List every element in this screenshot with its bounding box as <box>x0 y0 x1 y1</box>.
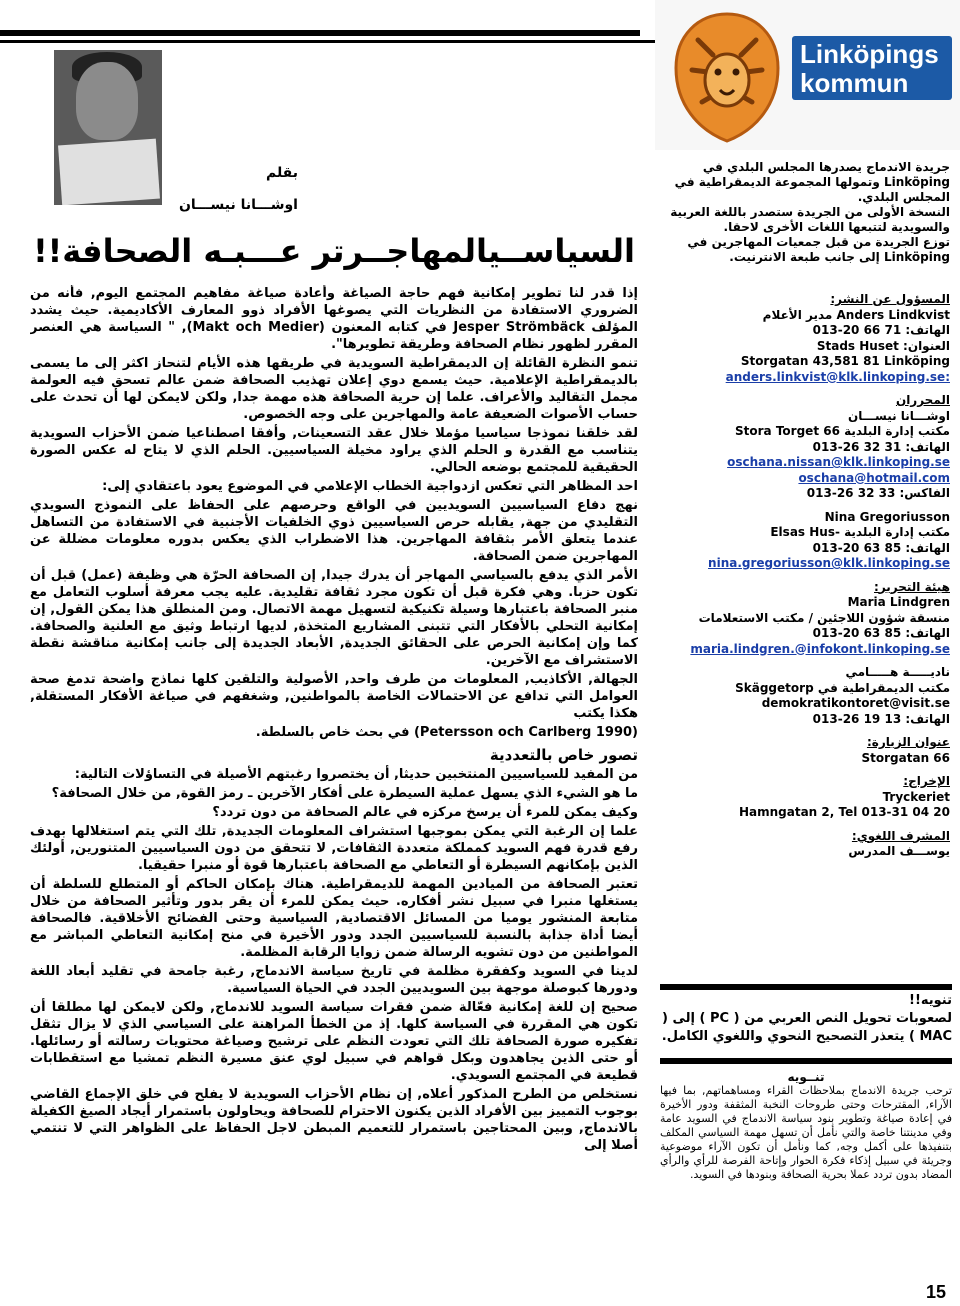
article-paragraph: من المفيد للسياسيين المنتخبين حديثا, أن يختصروا رغبتهم الأصيلة في التساؤلات التالية: <box>74 767 638 782</box>
contact-line: Hamngatan 2, Tel 013-31 04 20 <box>738 805 950 819</box>
photo-face <box>76 62 138 140</box>
technical-note <box>660 984 952 1064</box>
contact-title: المحرران <box>895 393 950 407</box>
contact-board-member <box>660 665 950 727</box>
contact-title: عنوان الزيارة: <box>866 735 950 749</box>
byline-author: اوشـــانا نيســـان <box>178 197 298 213</box>
contact-line: مكتب إدارة البلدية -Elsas Hus <box>770 525 950 539</box>
contact-line: مكتب إدارة البلدية Stora Torget 66 <box>735 424 950 438</box>
contact-editorial-board <box>660 580 950 658</box>
article-paragraph: الأمر الذي يدفع بالسياسي المهاجر أن يدرك جيدا, إن الصحافة الحرّة هي وظيفة (عمل) قبل أن تكون حزبا. وهي فكرة قبل أن تكون مجرد ثقافة تقليدية. عليه يجب معرفة أسلوب التعامل مع منبر الصحافة باعتبارها وسيلة تكنيكية لتسهيل مهمة الاتصال. ومن المنطلق هذا يمكن القول, إن إمكانية التحلي بالأفكار التي تتبنى المشاريع المتخذة, لديها ارتباط وثيق مع العلنية والصحافة. كما وإن إمكانية الحرص على الحقائق الجديدة, الأبعاد الجديدة إلى جانب إمكانية مناقشة نقطة الاستشراف مع الآخرين. <box>30 568 638 668</box>
contact-line: اوشـــانا نيســـان <box>847 408 950 423</box>
article-subhead: تصور خاص بالتعددية <box>489 746 638 764</box>
contact-email-link[interactable]: anders.linkvist@klk.linkoping.se: <box>725 369 950 384</box>
contact-visit-address <box>660 735 950 766</box>
author-photo <box>54 50 162 205</box>
reader-notice <box>660 1070 952 1182</box>
contact-email-link[interactable]: oschana@hotmail.com <box>798 470 950 485</box>
article-paragraph: لدينا في السويد وكفقرة مظلمة في تاريخ سياسة الاندماج, رغبة جامحة في تقليد أبعاد اللغة ودورها كبوصلة موجهة بين السويديين الجدد في الحياة السياسية. <box>30 964 638 996</box>
logo-line2: kommun <box>800 68 909 98</box>
article-paragraph: علما إن الرغبة التي يمكن بموجبها استشراف المعلومات الجديدة, تلك التي يتم استغلالها بهدف رفع قدرة فهم السويد كمملكة متعددة الثقافات, لا تتحقق من دون السياسيين المتنورين, أولئك الذين بإمكانهم السيطرة أو التعاطي مع الصحافة باعتبارها قوة أو منبرا حقيقيا. <box>30 824 638 873</box>
contact-line: الهاتف: 31 32 26-013 <box>812 439 950 454</box>
contact-line: منسقة شؤون اللاجئين / مكتب الاستعلامات <box>698 610 950 625</box>
page-number: 15 <box>925 1282 946 1302</box>
article-body <box>30 285 638 1285</box>
lion-logo-icon <box>668 10 786 145</box>
note-text: لصعوبات تحويل النص العربي من ( PC ) إلى ( MAC ) يتعذر التصحيح النحوي واللغوي الكامل. <box>661 1011 952 1044</box>
contact-title: الإخراج: <box>903 774 950 788</box>
byline <box>168 165 298 229</box>
intro-line: النسخة الأولى من الجريدة ستصدر باللغة العربية والسويدية لتتبعها اللغات الأخرى لاحقا. <box>670 205 950 234</box>
contact-line: Nina Gregoriusson <box>824 509 950 524</box>
article-paragraph: ما هو الشيء الذي يسهل عملية السيطرة على أفكار الآخرين ـ رمز القوة, من خلال الصحافة؟ <box>51 786 638 801</box>
note-title: تنويه!! <box>909 993 952 1008</box>
contact-line: الهاتف: 13 19 26-013 <box>812 711 950 726</box>
contacts-list <box>660 292 950 868</box>
article-paragraph: إذا قدر لنا تطوير إمكانية فهم حاجة الصياغة وأعادة صياغة مفاهيم المجتمع اليوم, فأنه من الضروري الاستفادة من النظريات التي يصوغها الأفراد ذوو المعارف الأكاديمية. حيث يشدد المؤلف Jesper Strömbäck في كتابه المعنون (Makt och Medier), " السياسة هي العنصر المقرر لظهور نظام الصحافة وطريقة تطويرها". <box>30 286 638 352</box>
contact-email-link[interactable]: oschana.nissan@klk.linkoping.se <box>727 455 950 469</box>
logo-wordmark <box>792 36 952 100</box>
notice-title: تنــويه <box>787 1070 825 1084</box>
byline-prefix: بقلم <box>265 165 298 181</box>
article-paragraph: تعتبر الصحافة من الميادين المهمة للديمقراطية. هناك بإمكان الحاكم أو المتطلع للسلطة أن يستغلها منبرا في سبيل نشر أفكاره. حيث يمكن للمرء أن يقر بدور وتأثير الصحافة من خلال متابعة المنشور يوميا من المسائل الاقتصادية, السياسية وحتى الفضائح الأخلاقية. فالصحافة أيضا أداة جذابة بالنسبة للسياسيين الجدد ودور الأخيرة في منح إمكانية التعاطي المباشر مع المواطنين من دون تشويه الرسالة ضمن زوايا الرقابة المظلمة. <box>30 877 638 960</box>
article-paragraph: الجهالة, الأكاذيب, المعلومات من طرف واحد, الأصولية والتلقين كلها نماذج واضحة تدمغ صحة العوامل التي تدافع عن الاحتمالات الخاصة بالمواطنين, وشغفهم في صياغة الأفكار المستقلة, هكذا يكتب <box>30 672 638 721</box>
article-paragraph: نهج دفاع السياسيين السويديين في الواقع وحرصهم على الحفاظ على النموذج السويدي التقليدي من جهة, يقابله حرص السياسيين ذوي الخلفيات الأجنبية في الاستفادة من التساهل عندما يتعلق الأمر بثقافة المهاجرين. هذا الاضطراب الذي يعكس بدوره معلومات مضللة عن المهاجرين ضمن الصحافة. <box>30 498 638 564</box>
header-rule-thin <box>0 40 660 43</box>
photo-newspaper <box>58 139 160 205</box>
contact-fax: الفاكس: 33 32 26-013 <box>806 486 950 500</box>
article-paragraph: نستخلص من الطرح المذكور أعلاه, إن نظام الأحزاب السويدية لا يفلح في خلق الإجماع القاضي بوجوب التمييز بين الأفراد الذين يكنون الاحترام للصحافة ويحاولون باستمرار أيجاد الصيغ الكفيلة بالاندماج, وبين المحتاجين باستمرار للتعميم المبطن لاجل الحفاظ على الظواهر التي لا تنتمي أصلا إلى <box>30 1087 638 1153</box>
article-paragraph: (Petersson och Carlberg 1990) في بحث خاص بالسلطة. <box>255 725 638 740</box>
contact-publisher <box>660 292 950 385</box>
contact-language-editor <box>660 829 950 860</box>
contact-email-link[interactable]: maria.lindgren.@infokont.linkoping.se <box>690 641 950 656</box>
contact-line: العنوان: Stads Huset <box>816 338 950 353</box>
article-paragraph: لقد خلقنا نموذجا سياسيا مؤملا خلال عقد التسعينات, وأفقا اصطناعيا ضمن الأحزاب السويدية يتناسب مع القدرة و الحلم الذي يراود مخيلة السياسيين. الحلم الذي لا يتاح له عكس الصورة الحقيقية للمجتمع بوضعه الحالي. <box>30 426 638 475</box>
contact-line: Anders Lindkvist مدير الأعلام <box>762 307 950 322</box>
contact-line: الهاتف: 85 63 20-013 <box>812 626 950 640</box>
article-paragraph: صحيح إن للغة إمكانية فعّالة ضمن فقرات سياسة السويد للاندماج, ولكن لايمكن لها مطلقا أن تكون هي المقررة في السياسة كلها. إذ من الخطأ المراهنة على السياسي الذي لا يزال تثقل تفكيره صورة الصحافة تلك التي تعودت النظم على ترشيح وصياغة محتويات رسالته أو رسائلها. أو حتى الذين يجاهدون وبكل قواهم في سبيل لوي عنق مسيرة النظم تمشيا مع استقطابات قطيعة في المجتمع السويدي. <box>30 1000 638 1083</box>
contact-line: يوســـف المدرس <box>848 844 950 858</box>
contact-line: Storgatan 66 <box>861 750 950 765</box>
intro-line: توزع الجريدة من قبل جمعيات المهاجرين في Linköping إلى جانب طبعة الانترنيت. <box>687 235 950 264</box>
intro-line: جريدة الاندماج يصدرها المجلس البلدي في Linköping وتمولها المجموعة الديمقراطية في المجلس البلدي. <box>674 160 950 204</box>
contact-line: ناديـــــة هـــــامي <box>845 665 950 679</box>
contact-editors <box>660 393 950 502</box>
contact-title: المسؤول عن النشر: <box>830 292 950 306</box>
contact-line: Storgatan 43,581 81 Linköping <box>740 354 950 368</box>
contact-line: Maria Lindgren <box>847 595 950 609</box>
contact-email-link[interactable]: nina.gregoriusson@klk.linkoping.se <box>708 556 950 570</box>
publication-intro <box>660 160 950 265</box>
contact-layout <box>660 774 950 821</box>
contact-line: demokratikontoret@visit.se <box>761 696 950 710</box>
contact-title: هيئة التحرير: <box>874 579 950 594</box>
contact-title: المشرف اللغوي: <box>851 828 950 843</box>
contact-line: الهاتف: 71 66 20-013 <box>812 323 950 337</box>
contact-line: مكتب الديمقراطية في Skäggetorp <box>735 680 950 695</box>
article-paragraph: احد المظاهر التي تعكس ازدواجية الخطاب الإعلامي في الموضوع يعود باعتقادي إلى: <box>102 479 638 494</box>
logo-line1: Linköpings <box>800 39 939 69</box>
headline: السياســيالمهاجــرتر عـــبـه الصحافة!! <box>33 232 635 270</box>
contact-line: Tryckeriet <box>882 789 950 804</box>
contact-line: الهاتف: 85 63 20-013 <box>812 540 950 555</box>
article-paragraph: تنمو النظرة القائلة إن الديمقراطية السويدية في طريقها هذه الأيام لتنحاز اكثر إلى ما يسمى بالديمقراطية الإعلامية. حيث يسمع دوي إعلان تهذيب الصحافة ضمن عالم تسحق فيه العولمة مجمل التقاليد والأعراف. علما إن حرية الصحافة هذه مهمة جدا, ولكن لايمكن لها أن تحدث على حساب الأصوات الضعيفة عامة والمهاجرين على وجه الخصوص. <box>30 356 638 422</box>
article-paragraph: وكيف يمكن للمرء أن يرسخ مركزه في عالم الصحافة من دون تردد؟ <box>212 805 638 820</box>
contact-editor-2 <box>660 510 950 572</box>
header-rule <box>0 30 640 36</box>
notice-text: ترحب جريدة الاندماج بملاحظات القراء ومساهماتهم, بما فيها الآراء, المقترحات وحتى طروحات النخبة المثقفة ودور الأخيرة في إعادة صياغة وتطوير بنود سياسة الاندماج في السويد عامة وفي مدينتنا خاصة والتي نأمل أن تسهل مهمة السياسي المكلف بتنفيذها على أكمل وجه, كما ونأمل أن تكون الآراء موضوعية وجريئة في سبيل إذكاء فكرة الحوار وإتاحة الفرصة للرأي والرأي المضاد بدون تردد عملا بحرية الصحافة وبنودها في السويد. <box>660 1084 952 1181</box>
